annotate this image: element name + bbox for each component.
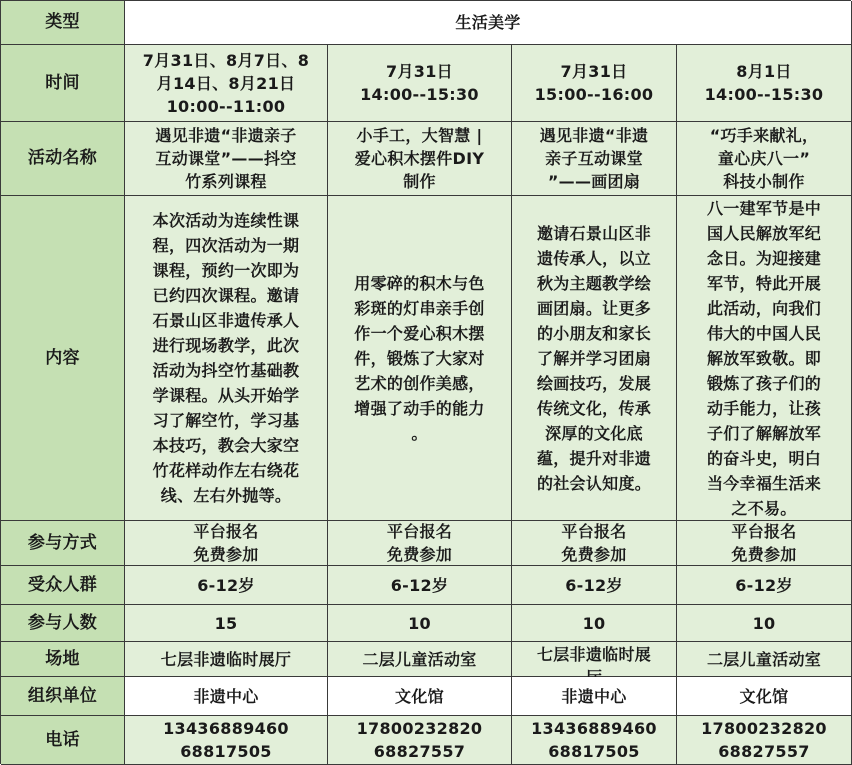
phone-cell: 13436889460 68817505	[512, 716, 677, 765]
venue-cell: 二层儿童活动室	[677, 642, 852, 677]
method-cell: 平台报名 免费参加	[328, 521, 512, 566]
row-label-count: 参与人数	[1, 605, 125, 642]
count-cell: 10	[328, 605, 512, 642]
phone-cell: 17800232820 68827557	[328, 716, 512, 765]
content-cell: 八一建军节是中 国人民解放军纪 念日。为迎接建 军节，特此开展 此活动，向我们 伟大的中国人民 解放军致敬。即 锻炼了孩子们的 动手能力，让孩 子们了解解放军 的奋斗史，明白 当今幸福生活来 之不易。	[677, 196, 852, 521]
row-label-audience: 受众人群	[1, 566, 125, 605]
row-label-method: 参与方式	[1, 521, 125, 566]
row-label-content: 内容	[1, 196, 125, 521]
activity-name-cell: 小手工，大智慧 | 爱心积木摆件DIY 制作	[328, 122, 512, 196]
method-cell: 平台报名 免费参加	[677, 521, 852, 566]
time-cell: 7月31日 14:00--15:30	[328, 45, 512, 122]
phone-cell: 13436889460 68817505	[125, 716, 328, 765]
method-cell: 平台报名 免费参加	[512, 521, 677, 566]
time-cell: 8月1日 14:00--15:30	[677, 45, 852, 122]
venue-cell: 七层非遗临时展	[512, 642, 677, 677]
venue-cell: 七层非遗临时展厅	[125, 642, 328, 677]
audience-cell: 6-12岁	[677, 566, 852, 605]
count-cell: 10	[512, 605, 677, 642]
audience-cell: 6-12岁	[125, 566, 328, 605]
row-label-type: 类型	[1, 1, 125, 45]
activity-name-cell: 遇见非遗“非遗亲子 互动课堂”——抖空 竹系列课程	[125, 122, 328, 196]
content-cell: 本次活动为连续性课 程，四次活动为一期 课程，预约一次即为 已约四次课程。邀请 石景山区非遗传承人 进行现场教学，此次 活动为抖空竹基础教 学课程。从头开始学 习了解空竹，学习基 本技巧，教会大家空 竹花样动作左右绕花 线、左右外抛等。	[125, 196, 328, 521]
row-label-name: 活动名称	[1, 122, 125, 196]
activity-name-cell: “巧手来献礼， 童心庆八一” 科技小制作	[677, 122, 852, 196]
type-value: 生活美学	[125, 1, 852, 45]
content-cell: 邀请石景山区非 遗传承人，以立 秋为主题教学绘 画团扇。让更多 的小朋友和家长 了解并学习团扇 绘画技巧，发展 传统文化，传承 深厚的文化底 蕴，提升对非遗 的社会认知度。	[512, 196, 677, 521]
count-cell: 15	[125, 605, 328, 642]
method-cell: 平台报名 免费参加	[125, 521, 328, 566]
activity-name-cell: 遇见非遗“非遗 亲子互动课堂 ”——画团扇	[512, 122, 677, 196]
row-label-time: 时间	[1, 45, 125, 122]
org-cell: 非遗中心	[512, 677, 677, 716]
row-label-org: 组织单位	[1, 677, 125, 716]
row-label-venue: 场地	[1, 642, 125, 677]
venue-cell: 二层儿童活动室	[328, 642, 512, 677]
row-label-phone: 电话	[1, 716, 125, 765]
count-cell: 10	[677, 605, 852, 642]
org-cell: 文化馆	[677, 677, 852, 716]
time-cell: 7月31日 15:00--16:00	[512, 45, 677, 122]
time-cell: 7月31日、8月7日、8 月14日、8月21日 10:00--11:00	[125, 45, 328, 122]
org-cell: 非遗中心	[125, 677, 328, 716]
audience-cell: 6-12岁	[328, 566, 512, 605]
phone-cell: 17800232820 68827557	[677, 716, 852, 765]
org-cell: 文化馆	[328, 677, 512, 716]
audience-cell: 6-12岁	[512, 566, 677, 605]
content-cell: 用零碎的积木与色 彩斑的灯串亲手创 作一个爱心积木摆 件，锻炼了大家对 艺术的创作美感， 增强了动手的能力 。	[328, 196, 512, 521]
